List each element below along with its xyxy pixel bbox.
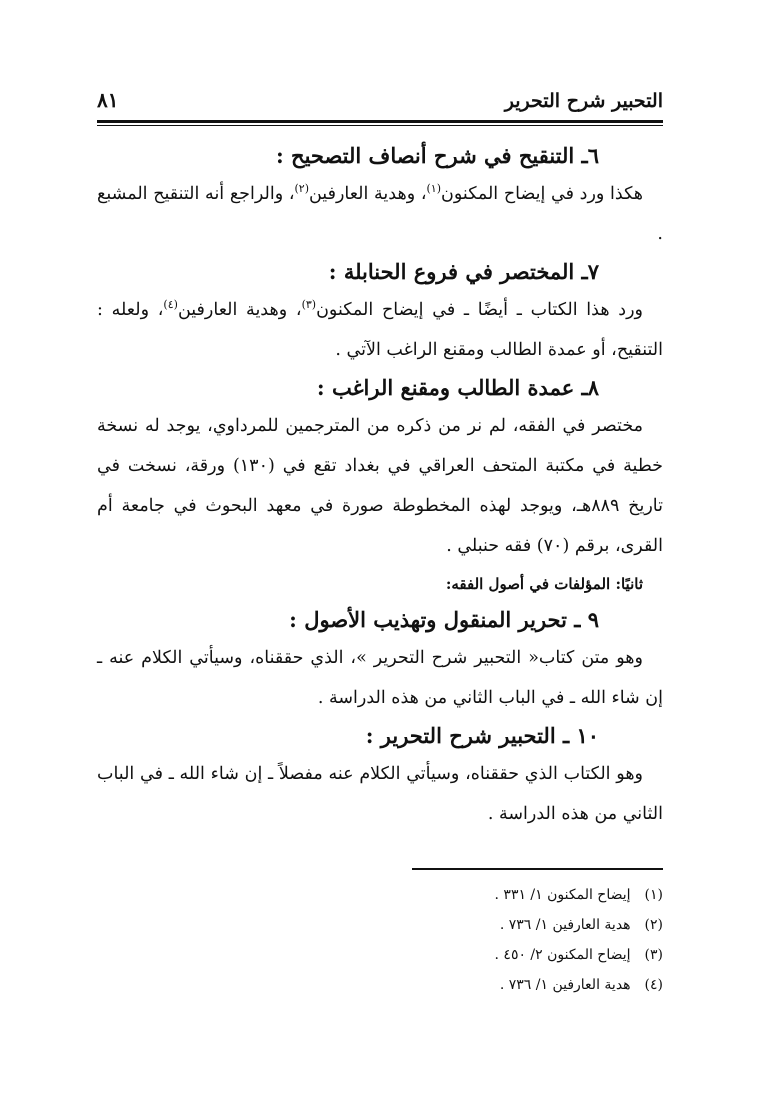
footnote xyxy=(363,910,663,940)
footnote-text: إيضاح المكنون ٢/ ٤٥٠ . xyxy=(494,947,631,963)
section-heading: ٩ ـ تحرير المنقول وتهذيب الأصول : xyxy=(289,607,599,632)
paragraph-text: هكذا ورد في إيضاح المكنون xyxy=(441,184,643,204)
footnote-reference: (٤) xyxy=(163,298,178,312)
paragraph-text: وهو الكتاب الذي حققناه، وسيأتي الكلام عنه مفصلاً ـ إن شاء الله ـ في الباب الثاني من هذه الدراسة . xyxy=(97,764,663,824)
footnote xyxy=(363,940,663,970)
footnote-reference: (٣) xyxy=(301,298,317,312)
footnote-separator xyxy=(412,868,663,870)
section-heading: ٨ـ عمدة الطالب ومقنع الراغب : xyxy=(316,375,599,400)
running-title: التحبير شرح التحرير xyxy=(504,90,663,112)
paragraph-text: ورد هذا الكتاب ـ أيضًا ـ في إيضاح المكنون xyxy=(316,300,643,320)
paragraph xyxy=(97,290,663,370)
paragraph-text: ، وهدية العارفين xyxy=(177,300,302,320)
paragraph-text: ، والراجع أنه التنقيح المشبع . xyxy=(97,184,663,244)
paragraph-text: مختصر في الفقه، لم نر من ذكره من المترجمين للمرداوي، يوجد له نسخة خطية في مكتبة المتحف العراقي في بغداد تقع في (١٣٠) ورقة، نسخت في تاريخ ٨٨٩هـ، ويوجد لهذه المخطوطة صورة في معهد البحوث في جامعة أم القرى، برقم (٧٠) فقه حنبلي . xyxy=(97,416,664,556)
page-number: ٨١ xyxy=(97,88,119,112)
footnotes xyxy=(363,880,663,1000)
footnote-text: إيضاح المكنون ١/ ٣٣١ . xyxy=(494,887,631,903)
footnote-number: (١) xyxy=(644,887,663,903)
paragraph-text: ، وهدية العارفين xyxy=(308,184,427,204)
footnote-number: (٤) xyxy=(644,977,663,993)
footnote-number: (٣) xyxy=(644,947,663,963)
footnote-number: (٢) xyxy=(644,917,663,933)
section-heading: ٦ـ التنقيح في شرح أنصاف التصحيح : xyxy=(275,143,599,168)
paragraph-text: وهو متن كتاب« التحبير شرح التحرير »، الذي حققناه، وسيأتي الكلام عنه ـ إن شاء الله ـ في الباب الثاني من هذه الدراسة . xyxy=(97,648,663,708)
section-heading: ١٠ ـ التحبير شرح التحرير : xyxy=(365,723,599,748)
footnote xyxy=(363,880,663,910)
page-header xyxy=(97,86,663,120)
subsection-heading: ثانيًا: المؤلفات في أصول الفقه: xyxy=(445,575,643,593)
footnote-reference: (٢) xyxy=(294,182,309,196)
main-text xyxy=(97,138,663,834)
paragraph-text: ، ولعله : التنقيح، أو عمدة الطالب ومقنع الراغب الآتي . xyxy=(97,300,663,360)
header-rule-thin xyxy=(97,125,663,126)
footnote xyxy=(363,970,663,1000)
header-rule-thick xyxy=(97,120,663,123)
paragraph xyxy=(97,638,663,718)
section-heading: ٧ـ المختصر في فروع الحنابلة : xyxy=(328,259,599,284)
paragraph xyxy=(97,754,663,834)
footnote-reference: (١) xyxy=(426,182,442,196)
paragraph xyxy=(97,406,663,566)
paragraph xyxy=(97,174,663,254)
footnote-text: هدية العارفين ١/ ٧٣٦ . xyxy=(499,977,631,993)
footnote-text: هدية العارفين ١/ ٧٣٦ . xyxy=(499,917,631,933)
